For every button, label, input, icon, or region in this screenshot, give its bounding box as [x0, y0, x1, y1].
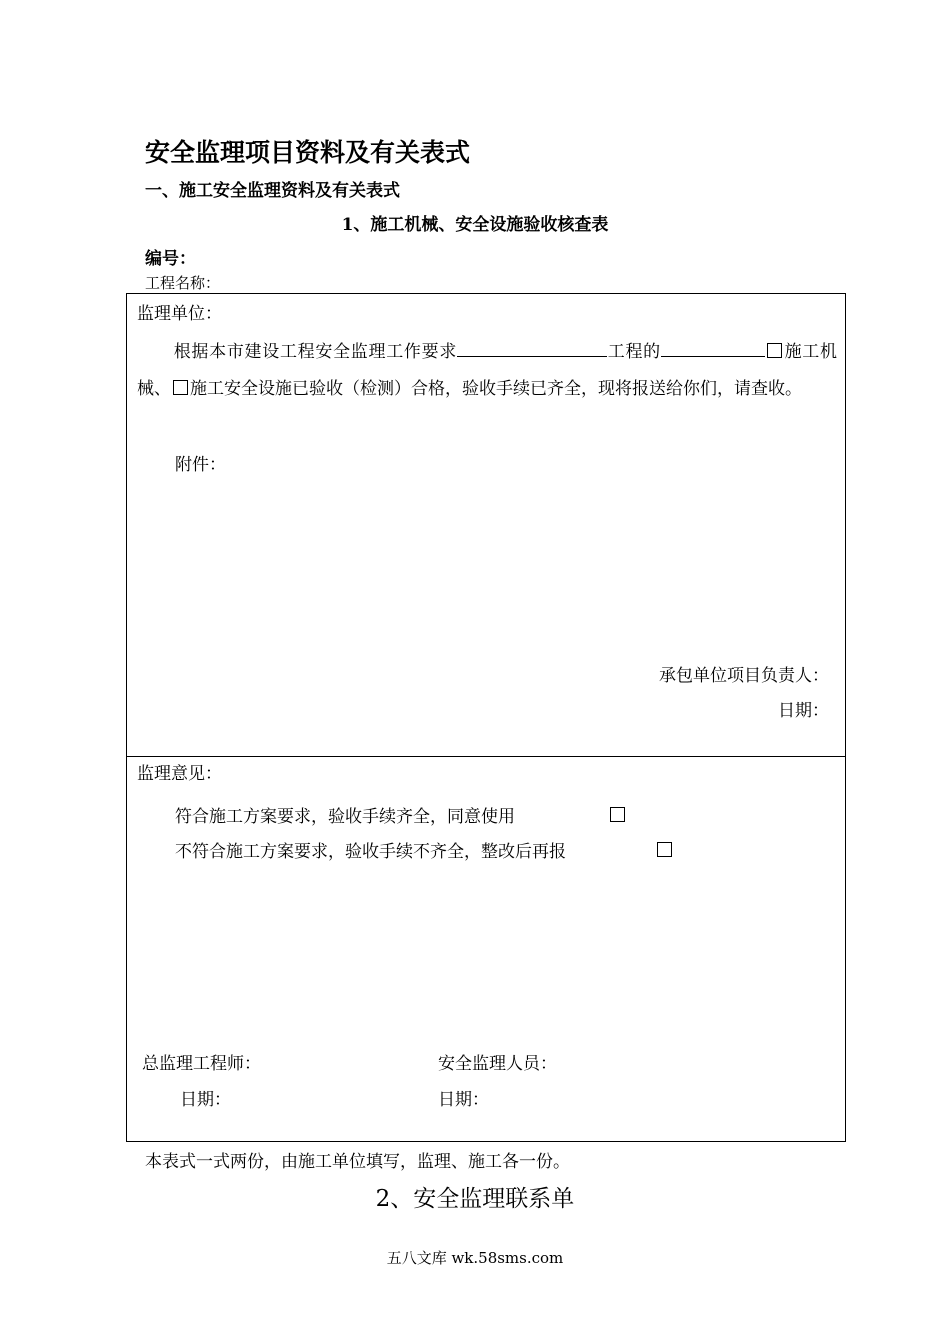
checkbox-machinery[interactable]	[767, 343, 782, 358]
para-text-3: 施工机械、	[137, 342, 838, 399]
opinion-option-1-text: 符合施工方案要求，验收手续齐全，同意使用	[175, 807, 515, 827]
para-text-1: 根据本市建设工程安全监理工作要求	[173, 342, 458, 362]
opinion-option-reject	[175, 837, 566, 862]
checkbox-approve[interactable]	[610, 807, 625, 822]
blank-project[interactable]	[661, 338, 765, 357]
number-label: 编号：	[145, 249, 196, 269]
next-section-heading: 2、安全监理联系单	[375, 1186, 575, 1212]
inspection-form	[126, 293, 846, 1142]
form-note: 本表式一式两份，由施工单位填写，监理、施工各一份。	[145, 1152, 570, 1172]
contractor-date-label: 日期：	[778, 701, 829, 721]
project-name-label: 工程名称：	[145, 274, 221, 292]
para-text-2: 工程的	[607, 342, 661, 362]
page-footer: 五八文库 wk.58sms.com	[386, 1249, 564, 1267]
contractor-signer-label: 承包单位项目负责人：	[659, 666, 829, 686]
supervision-unit-label: 监理单位：	[137, 304, 222, 324]
section-divider	[127, 756, 845, 757]
checkbox-safety-facility[interactable]	[173, 380, 188, 395]
request-paragraph	[137, 334, 837, 408]
opinion-option-2-text: 不符合施工方案要求，验收手续不齐全，整改后再报	[175, 842, 566, 862]
document-title: 安全监理项目资料及有关表式	[145, 138, 471, 167]
opinion-option-approve	[175, 802, 515, 827]
opinion-label: 监理意见：	[137, 764, 222, 784]
chief-date-label: 日期：	[180, 1090, 231, 1110]
safety-supervisor-label: 安全监理人员：	[438, 1054, 557, 1074]
checkbox-reject[interactable]	[657, 842, 672, 857]
blank-requirement[interactable]	[457, 338, 607, 357]
attachment-label: 附件：	[175, 455, 226, 475]
chief-engineer-label: 总监理工程师：	[142, 1054, 261, 1074]
safety-date-label: 日期：	[438, 1090, 489, 1110]
form-title: 1、施工机械、安全设施验收核查表	[341, 215, 609, 235]
para-text-4: 施工安全设施已验收（检测）合格，验收手续已齐全，现将报送给你们，请查收。	[190, 379, 802, 399]
section-heading: 一、施工安全监理资料及有关表式	[145, 181, 400, 201]
